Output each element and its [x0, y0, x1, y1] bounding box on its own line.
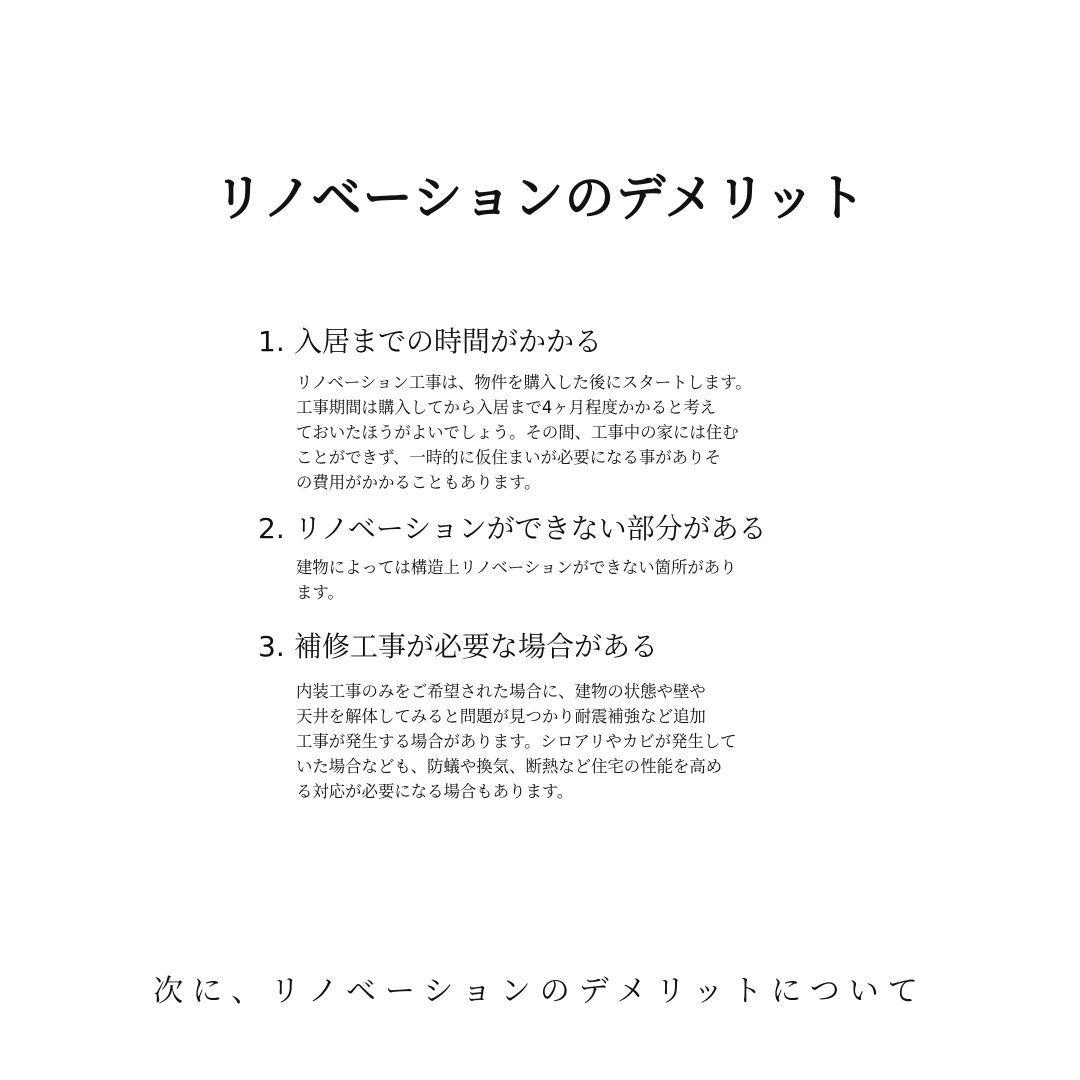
demerit-number: 2. [258, 512, 285, 545]
description-line: 工事が発生する場合があります。シロアリやカビが発生して [296, 732, 737, 751]
demerit-description-3 [296, 679, 796, 804]
description-line: 内装工事のみをご希望された場合に、建物の状態や壁や [296, 682, 706, 701]
demerit-heading-1 [258, 322, 818, 362]
description-line: ておいたほうがよいでしょう。その間、工事中の家には住む [296, 423, 739, 442]
description-line: の費用がかかることもあります。 [296, 473, 541, 492]
demerit-heading-text: 補修工事が必要な場合がある [294, 630, 659, 663]
demerit-item-1 [258, 322, 818, 495]
demerit-number: 3. [258, 630, 285, 663]
demerit-item-3 [258, 627, 818, 804]
description-line: いた場合なども、防蟻や換気、断熱など住宅の性能を高め [296, 757, 723, 776]
demerit-heading-3 [258, 627, 818, 667]
description-line: る対応が必要になる場合もあります。 [296, 782, 574, 801]
footer-caption: 次に、リノベーションのデメリットについて [153, 974, 927, 1009]
demerit-heading-text: リノベーションができない部分がある [294, 512, 767, 545]
demerit-description-2 [296, 555, 796, 605]
demerit-heading-text: 入居までの時間がかかる [294, 325, 603, 358]
description-line: リノベーション工事は、物件を購入した後にスタートします。 [296, 373, 752, 392]
demerit-heading-2 [258, 509, 818, 549]
description-line: 天井を解体してみると問題が見つかり耐震補強など追加 [296, 707, 706, 726]
description-line: 工事期間は購入してから入居まで4ヶ月程度かかると考え [296, 398, 717, 417]
demerit-list [258, 322, 818, 804]
demerit-item-2 [258, 509, 818, 605]
description-line: ことができず、一時的に仮住まいが必要になる事がありそ [296, 448, 721, 467]
description-line: 建物によっては構造上リノベーションができない箇所があり [296, 558, 737, 577]
description-line: ます。 [296, 583, 344, 602]
demerit-description-1 [296, 370, 796, 495]
demerit-number: 1. [258, 325, 285, 358]
page-title: リノベーションのデメリット [213, 167, 867, 227]
